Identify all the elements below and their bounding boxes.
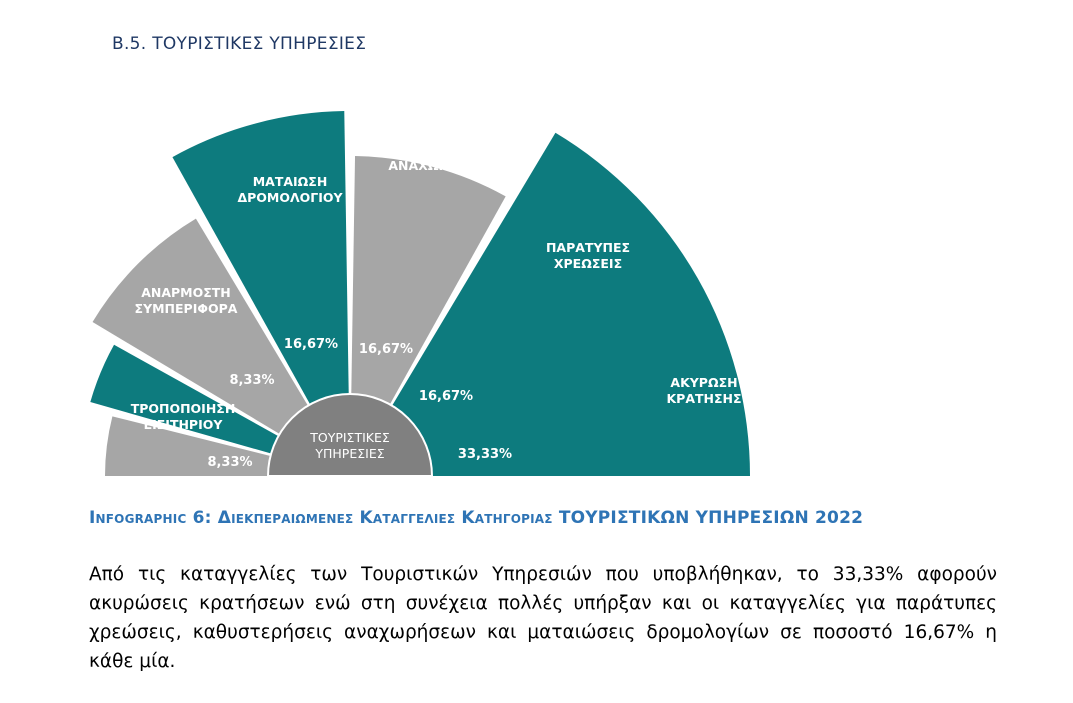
slice-label-6: ΑΚΥΡΩΣΗ ΚΡΑΤΗΣΗΣ [666,375,742,406]
slice-label-2: ΑΝΑΡΜΟΣΤΗ ΣΥΜΠΕΡΙΦΟΡΑ [134,285,238,316]
slice-value-4: 16,67% [358,342,414,357]
caption-prefix: Infographic 6: Διεκπεραιωμενες Καταγγελιες Κατηγοριας [89,508,559,528]
caption-suffix: ΤΟΥΡΙΣΤΙΚΩΝ ΥΠΗΡΕΣΙΩΝ 2022 [558,508,864,528]
slice-label-4: ΚΑΘΥΣΤΕΡΗΣΗ ΑΝΑΧΩΡΗΣΗΣ [385,142,489,173]
slice-value-2: 8,33% [229,373,275,388]
slice-value-6: 33,33% [457,447,513,462]
infographic-caption [89,508,863,528]
slice-value-5: 16,67% [418,389,474,404]
section-title: B.5. ΤΟΥΡΙΣΤΙΚΕΣ ΥΠΗΡΕΣΙΕΣ [112,34,367,54]
slice-value-3: 16,67% [283,337,339,352]
slice-value-1: 8,33% [207,455,253,470]
slice-label-5: ΠΑΡΑΤΥΠΕΣ ΧΡΕΩΣΕΙΣ [545,240,631,271]
description-paragraph: Από τις καταγγελίες των Τουριστικών Υπηρεσιών που υποβλήθηκαν, το 33,33% αφορούν ακυρώσεις κρατήσεων ενώ στη συνέχεια πολλές υπήρξαν και οι καταγγελίες για παράτυπες χρεώσεις, καθυστερήσεις αναχωρήσεων και ματαιώσεις δρομολογίων σε ποσοστό 16,67% η κάθε μία. [89,564,997,672]
center-label: ΤΟΥΡΙΣΤΙΚΕΣ ΥΠΗΡΕΣΙΕΣ [310,430,390,461]
slice-label-1: ΤΡΟΠΟΠΟΙΗΣΗ ΕΙΣΙΤΗΡΙΟΥ [130,401,236,432]
slice-label-3: ΜΑΤΑΙΩΣΗ ΔΡΟΜΟΛΟΓΙΟΥ [237,174,343,205]
